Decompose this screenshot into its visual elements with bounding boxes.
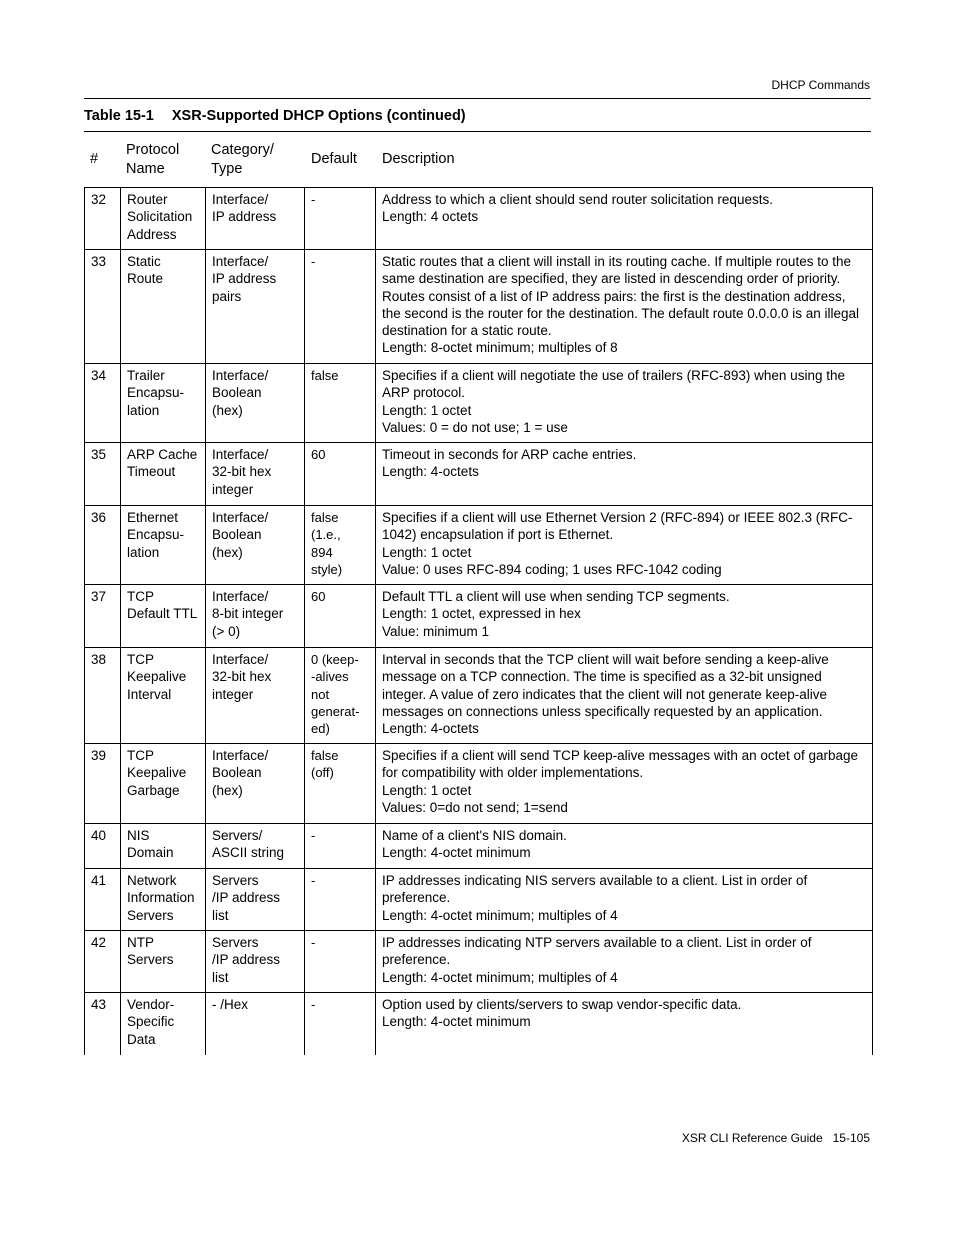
header-divider — [84, 98, 871, 99]
option-number-cell: 38 — [85, 648, 121, 744]
description-line: Value: minimum 1 — [382, 623, 490, 639]
description-line: Length: 1 octet — [382, 544, 472, 560]
description-cell — [376, 931, 873, 993]
running-header: DHCP Commands — [771, 78, 870, 92]
description-cell — [376, 824, 873, 869]
description-line: Length: 1 octet — [382, 782, 472, 798]
table-row — [85, 250, 873, 364]
default-value-cell: false — [305, 364, 376, 443]
column-header-protocol-name: Protocol Name — [126, 141, 180, 177]
protocol-name-cell: Trailer Encapsu- lation — [121, 364, 206, 443]
category-type-cell: Interface/ Boolean (hex) — [206, 364, 305, 443]
description-line: Length: 4-octet minimum; multiples of 4 — [382, 969, 618, 985]
description-line: Length: 4-octet minimum — [382, 845, 531, 861]
description-line: Values: 0 = do not use; 1 = use — [382, 419, 568, 435]
description-line: Option used by clients/servers to swap vendor-specific data. — [382, 997, 742, 1012]
table-number: Table 15-1 — [84, 108, 154, 124]
category-type-cell: Interface/ 32-bit hex integer — [206, 648, 305, 744]
table-header — [84, 132, 871, 187]
description-line: Static routes that a client will install in its routing cache. If multiple routes to the same destination are specified, they are listed in descending order of priority. Routes consist of a list of IP address pairs: the first is the destination address, the second is the router for the destination. The default route 0.0.0.0 is an illegal destination for a static route. — [382, 254, 860, 339]
table-row — [85, 869, 873, 931]
default-value-cell: - — [305, 188, 376, 250]
description-line: Length: 1 octet, expressed in hex — [382, 606, 581, 622]
description-cell — [376, 648, 873, 744]
page-number: 15-105 — [832, 1131, 870, 1145]
description-line: Length: 4-octets — [382, 464, 479, 480]
dhcp-options-table — [84, 187, 873, 1055]
description-cell — [376, 744, 873, 824]
description-line: Length: 4 octets — [382, 209, 479, 225]
description-line: Length: 4-octets — [382, 721, 479, 737]
description-cell — [376, 993, 873, 1055]
option-number-cell: 39 — [85, 744, 121, 824]
table-row — [85, 993, 873, 1055]
footer-guide-title: XSR CLI Reference Guide — [681, 1131, 823, 1145]
protocol-name-cell: TCP Default TTL — [121, 585, 206, 648]
default-value-cell: - — [305, 869, 376, 931]
description-cell — [376, 188, 873, 250]
description-line: Length: 4-octet minimum — [382, 1014, 531, 1030]
description-line: Values: 0=do not send; 1=send — [382, 799, 568, 815]
description-line: Name of a client's NIS domain. — [382, 828, 567, 843]
category-type-cell: Interface/ 8-bit integer (> 0) — [206, 585, 305, 648]
default-value-cell: 60 — [305, 443, 376, 506]
protocol-name-cell: TCP Keepalive Garbage — [121, 744, 206, 824]
table-row — [85, 506, 873, 585]
table-row — [85, 744, 873, 824]
description-line: Length: 8-octet minimum; multiples of 8 — [382, 340, 618, 356]
column-header-description: Description — [382, 151, 455, 167]
description-line: IP addresses indicating NTP servers available to a client. List in order of preference. — [382, 935, 812, 968]
description-cell — [376, 869, 873, 931]
description-line: Address to which a client should send router solicitation requests. — [382, 192, 773, 207]
column-header-num: # — [90, 151, 99, 167]
table-row — [85, 648, 873, 744]
category-type-cell: Interface/ IP address pairs — [206, 250, 305, 364]
description-line: Specifies if a client will use Ethernet Version 2 (RFC-894) or IEEE 802.3 (RFC-1042) encapsulation if port is Ethernet. — [382, 510, 853, 543]
column-header-default: Default — [311, 151, 357, 167]
protocol-name-cell: NTP Servers — [121, 931, 206, 993]
default-value-cell: - — [305, 931, 376, 993]
description-line: IP addresses indicating NIS servers available to a client. List in order of preference. — [382, 873, 808, 906]
option-number-cell: 41 — [85, 869, 121, 931]
description-line: Timeout in seconds for ARP cache entries. — [382, 447, 637, 462]
table-row — [85, 931, 873, 993]
category-type-cell: Interface/ 32-bit hex integer — [206, 443, 305, 506]
option-number-cell: 35 — [85, 443, 121, 506]
default-value-cell: false (off) — [305, 744, 376, 824]
protocol-name-cell: Ethernet Encapsu- lation — [121, 506, 206, 585]
option-number-cell: 33 — [85, 250, 121, 364]
protocol-name-cell: NIS Domain — [121, 824, 206, 869]
option-number-cell: 34 — [85, 364, 121, 443]
default-value-cell: false (1.e., 894 style) — [305, 506, 376, 585]
option-number-cell: 37 — [85, 585, 121, 648]
table-row — [85, 188, 873, 250]
description-line: Interval in seconds that the TCP client will wait before sending a keep-alive message on a TCP connection. The time is specified as a 32-bit unsigned integer. A value of zero indicates that the client will not generate keep-alive messages on connections unless specifically requested by an application. — [382, 652, 829, 719]
protocol-name-cell: ARP Cache Timeout — [121, 443, 206, 506]
table-title: XSR-Supported DHCP Options (continued) — [171, 108, 466, 124]
description-line: Length: 1 octet — [382, 402, 472, 418]
description-line: Specifies if a client will send TCP keep-alive messages with an octet of garbage for compatibility with older implementations. — [382, 748, 859, 781]
option-number-cell: 40 — [85, 824, 121, 869]
table-row — [85, 824, 873, 869]
protocol-name-cell: Network Information Servers — [121, 869, 206, 931]
category-type-cell: Servers /IP address list — [206, 869, 305, 931]
category-type-cell: Servers/ ASCII string — [206, 824, 305, 869]
description-line: Value: 0 uses RFC-894 coding; 1 uses RFC-1042 coding — [382, 561, 722, 577]
default-value-cell: 60 — [305, 585, 376, 648]
description-cell — [376, 585, 873, 648]
category-type-cell: Interface/ Boolean (hex) — [206, 744, 305, 824]
protocol-name-cell: TCP Keepalive Interval — [121, 648, 206, 744]
category-type-cell: Interface/ Boolean (hex) — [206, 506, 305, 585]
description-cell — [376, 506, 873, 585]
table-row — [85, 364, 873, 443]
protocol-name-cell: Static Route — [121, 250, 206, 364]
description-line: Default TTL a client will use when sending TCP segments. — [382, 589, 730, 604]
option-number-cell: 36 — [85, 506, 121, 585]
description-line: Length: 4-octet minimum; multiples of 4 — [382, 907, 618, 923]
description-cell — [376, 364, 873, 443]
category-type-cell: Interface/ IP address — [206, 188, 305, 250]
option-number-cell: 43 — [85, 993, 121, 1055]
description-cell — [376, 250, 873, 364]
protocol-name-cell: Vendor- Specific Data — [121, 993, 206, 1055]
table-row — [85, 585, 873, 648]
default-value-cell: - — [305, 250, 376, 364]
table-body — [85, 188, 873, 1055]
protocol-name-cell: Router Solicitation Address — [121, 188, 206, 250]
option-number-cell: 32 — [85, 188, 121, 250]
default-value-cell: 0 (keep- -alives not generat- ed) — [305, 648, 376, 744]
category-type-cell: Servers /IP address list — [206, 931, 305, 993]
category-type-cell: - /Hex — [206, 993, 305, 1055]
column-header-category-type: Category/ Type — [211, 141, 274, 177]
table-caption — [84, 108, 466, 124]
description-line: Specifies if a client will negotiate the use of trailers (RFC-893) when using the ARP protocol. — [382, 368, 845, 401]
option-number-cell: 42 — [85, 931, 121, 993]
description-cell — [376, 443, 873, 506]
default-value-cell: - — [305, 993, 376, 1055]
default-value-cell: - — [305, 824, 376, 869]
table-row — [85, 443, 873, 506]
page-footer — [682, 1131, 870, 1145]
